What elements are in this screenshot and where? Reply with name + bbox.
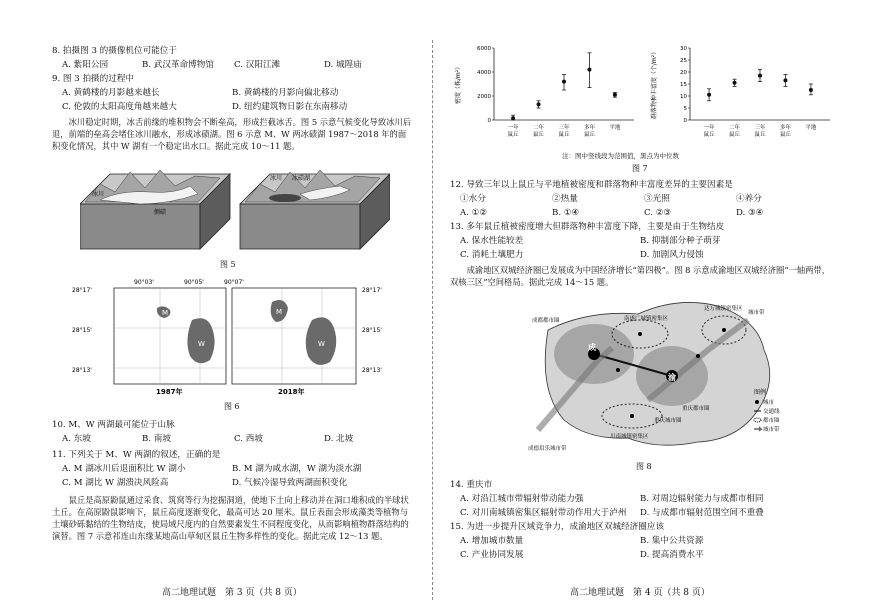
fig6-right-tick: 28°13' <box>362 367 382 374</box>
x-tick-label: 平地 <box>805 125 817 131</box>
fig6-right-tick: 28°15' <box>362 327 382 334</box>
median-point <box>783 78 787 82</box>
fig6-top-tick: 90°03' <box>134 279 154 286</box>
fig8-label: 重庆都市圈 <box>682 406 710 412</box>
question-10-options <box>62 434 353 445</box>
option[interactable]: C. ②③ <box>644 208 672 218</box>
option[interactable]: B. M 湖为咸水湖，W 湖为淡水湖 <box>232 464 362 474</box>
median-point <box>511 116 515 120</box>
right-page <box>450 0 835 606</box>
page-divider <box>432 40 433 600</box>
question-8-options <box>62 60 362 71</box>
question-15-stem: 15. 为进一步提升区域竞争力，成渝地区双城经济圈应该 <box>450 522 665 532</box>
y-tick-label: 4000 <box>477 70 491 76</box>
item: ④养分 <box>736 194 762 204</box>
option[interactable]: C. 消耗土壤肥力 <box>460 250 524 260</box>
figure-7-note: 注：图中竖线段为范围值，黑点为中位数 <box>562 152 679 160</box>
median-point <box>587 68 591 72</box>
x-tick-label: 鼠丘 <box>583 132 595 138</box>
x-tick-label: 鼠丘 <box>533 132 545 138</box>
fig8-label: 达万城镇密集区 <box>704 306 743 312</box>
option[interactable]: B. 武汉革命博物馆 <box>142 60 214 70</box>
fig8-city-chengdu: 成 <box>588 343 596 352</box>
y-tick-label: 6000 <box>477 46 491 52</box>
fig6-left-tick: 28°17' <box>72 287 92 294</box>
option[interactable]: C. M 湖比 W 湖溃决风险高 <box>62 478 169 488</box>
option[interactable]: C. 伦敦的太阳高度角越来越大 <box>62 102 177 112</box>
y-tick-label: 0 <box>683 118 687 124</box>
fig8-legend-item: 都市圈 <box>763 418 780 424</box>
y-tick-label: 0 <box>487 118 491 124</box>
figure-6-caption: 图 6 <box>224 402 240 411</box>
option[interactable]: B. ①④ <box>552 208 580 218</box>
median-point <box>707 93 711 97</box>
option[interactable]: C. 汉阳江滩 <box>234 60 281 70</box>
option[interactable]: D. 纽约建筑物日影在东南移动 <box>232 102 348 112</box>
fig6-lake-w-1987: W <box>198 340 205 348</box>
fig8-label: 川南城镇密集区 <box>610 434 649 440</box>
fig6-left-tick: 28°13' <box>72 367 92 374</box>
item: ②热量 <box>552 194 578 204</box>
intro-paragraph-14-15: 成渝地区双城经济圈已发展成为中国经济增长“第四极”。图 8 示意成渝地区双城经济圈“一轴两带，双核三区”空间格局。据此完成 14～15 题。 <box>450 265 831 288</box>
question-11-options-row2 <box>62 478 347 489</box>
question-12-options <box>460 208 763 219</box>
median-point <box>562 80 566 84</box>
option[interactable]: A. 黄鹤楼的月影越来越长 <box>62 88 160 98</box>
fig6-lake-m-2018: M <box>276 308 283 316</box>
x-tick-label: 一年 <box>507 125 519 131</box>
option[interactable]: C. 西坡 <box>234 434 263 444</box>
option[interactable]: C. 对川南城镇密集区辐射带动作用大于泸州 <box>460 508 627 518</box>
option[interactable]: A. ①② <box>460 208 488 218</box>
fig8-legend <box>754 388 780 433</box>
x-tick-label: 鼠丘 <box>558 132 570 138</box>
y-tick-label: 2000 <box>477 94 491 100</box>
question-14-stem: 14. 重庆市 <box>450 480 493 490</box>
fig6-year-1987: 1987年 <box>156 388 183 396</box>
option[interactable]: D. ③④ <box>736 208 764 218</box>
intro-paragraph-12-13: 鼠丘是高原鼢鼠通过采食、筑窝等行为挖掘洞道，使地下土向上移动并在洞口堆积成的半球状土丘。在高原鼢鼠影响下，鼠丘高度逐渐变化，最高可达 20 厘米。鼠丘表面会形成藻类等植物与土壤砂砾黏结的生物结皮，使局域尺度内的自然要素发生不同程度变化，从而影响植物群落结构的演替。图 7 示意祁连山东缘某地高山草甸区鼠丘生物多样性的变化。据此完成 12～13 题。 <box>52 495 409 542</box>
item: ③光照 <box>644 194 670 204</box>
option[interactable]: A. 东坡 <box>62 434 91 444</box>
x-tick-label: 二年 <box>729 125 741 131</box>
x-tick-label: 鼠丘 <box>703 132 715 138</box>
figure-8-caption: 图 8 <box>636 462 652 471</box>
fig8-legend-item: 交通线 <box>763 409 780 415</box>
question-13-options-row1 <box>460 236 721 247</box>
x-tick-label: 一年 <box>703 125 715 131</box>
question-13-stem: 13. 多年鼠丘植被密度增大但群落物种丰富度下降，主要是由于生物结皮 <box>450 222 725 232</box>
fig8-label: 城市带 <box>748 310 765 316</box>
x-tick-label: 多年 <box>779 125 791 131</box>
option[interactable]: D. 城隍庙 <box>324 60 362 70</box>
question-11-options-row1 <box>62 464 361 475</box>
y-tick-label: 15 <box>680 82 687 88</box>
fig5-label-glacier: 冰川 <box>92 191 105 198</box>
option[interactable]: A. 对沿江城市带辐射带动能力强 <box>460 494 584 504</box>
question-15-options-row2 <box>460 550 704 561</box>
median-point <box>613 93 617 97</box>
option[interactable]: B. 对周边辐射能力与成都市相同 <box>640 494 764 504</box>
question-14-options-row1 <box>460 494 764 505</box>
fig5-label-moraine: 侧碛 <box>154 209 167 216</box>
option[interactable]: D. 与成都市辐射范围空间不重叠 <box>640 508 764 518</box>
question-14-options-row2 <box>460 508 764 519</box>
fig8-label: 重庆城市圈 <box>654 418 682 424</box>
figure-6 <box>72 276 402 398</box>
fig8-legend-item: 城市带 <box>763 427 780 433</box>
intro-paragraph-10-11: 冰川稳定时期，冰舌前缘的堆积物会不断垒高，形成拦截冰舌。图 5 示意气候变化导致冰川后退，前端的垒高会堵住冰川融水，形成冰碛湖。图 6 示意 M、W 两冰碛湖 1987～2018 年的面积变化情况，其中 W 湖有一个稳定出水口。据此完成 10～11 题。 <box>52 117 412 152</box>
figure-5-caption: 图 5 <box>220 260 236 269</box>
question-12-items <box>460 194 762 205</box>
option[interactable]: A. 增加城市数量 <box>460 536 524 546</box>
question-13-options-row2 <box>460 250 704 261</box>
median-point <box>809 88 813 92</box>
figure-7-richness-chart <box>646 40 836 152</box>
option[interactable]: D. 北坡 <box>324 434 354 444</box>
fig5-label-glacier-2: 冰川 <box>270 175 283 182</box>
option[interactable]: D. 加剧风力侵蚀 <box>640 250 704 260</box>
y-tick-label: 20 <box>680 70 687 76</box>
y-tick-label: 5 <box>683 106 687 112</box>
question-9-options-row2 <box>62 102 347 113</box>
figure-7-caption: 图 7 <box>632 164 648 173</box>
fig6-top-tick: 90°07' <box>224 279 244 286</box>
fig8-legend-title: 图例 <box>754 389 767 396</box>
x-tick-label: 二年 <box>533 125 545 131</box>
question-10-stem: 10. M、W 两湖最可能位于山脉 <box>52 420 175 430</box>
fig8-label: 南遂广城镇密集区 <box>624 316 669 322</box>
x-tick-label: 三年 <box>558 125 570 131</box>
option[interactable]: B. 黄鹤楼的月影向偏北移动 <box>232 88 339 98</box>
x-tick-label: 多年 <box>583 125 595 131</box>
question-12-stem: 12. 导致三年以上鼠丘与平地植被密度和群落物种丰富度差异的主要因素是 <box>450 180 733 190</box>
fig6-left-tick: 28°15' <box>72 327 92 334</box>
y-axis-label: 群落物种丰富度（个/m²） <box>651 48 658 120</box>
x-tick-label: 平地 <box>609 125 621 131</box>
fig6-right-tick: 28°17' <box>362 287 382 294</box>
fig8-label: 成德眉乐城市带 <box>528 446 567 452</box>
y-tick-label: 30 <box>680 46 687 52</box>
option[interactable]: A. M 湖冰川后退面积比 W 湖小 <box>62 464 186 474</box>
x-tick-label: 三年 <box>754 125 766 131</box>
option[interactable]: B. 抑制部分种子萌芽 <box>640 236 721 246</box>
option[interactable]: D. 气候冷湿导致两湖面积变化 <box>232 478 348 488</box>
x-tick-label: 鼠丘 <box>507 132 519 138</box>
fig6-lake-w-2018: W <box>318 340 325 348</box>
y-axis-label: 密度（株/m²） <box>455 63 462 105</box>
fig8-legend-item: 城市 <box>763 400 775 406</box>
x-tick-label: 鼠丘 <box>729 132 741 138</box>
question-11-stem: 11. 下列关于 M、W 两湖的叙述，正确的是 <box>52 450 221 460</box>
item: ①水分 <box>460 194 486 204</box>
median-point <box>733 81 737 85</box>
y-tick-label: 25 <box>680 58 687 64</box>
right-page-footer: 高二地理试题 第 4 页（共 8 页） <box>570 588 710 599</box>
left-page <box>52 0 414 606</box>
figure-5 <box>80 164 390 258</box>
question-8-stem: 8. 拍摄图 3 的摄像机位可能位于 <box>52 46 177 56</box>
x-tick-label: 鼠丘 <box>779 132 791 138</box>
figure-7-density-chart <box>450 40 640 152</box>
option[interactable]: D. 提高消费水平 <box>640 550 704 560</box>
x-tick-label: 鼠丘 <box>754 132 766 138</box>
option[interactable]: B. 南坡 <box>142 434 171 444</box>
fig8-city-chongqing: 渝 <box>668 373 676 382</box>
median-point <box>758 74 762 78</box>
option[interactable]: A. 保水性能较差 <box>460 236 524 246</box>
option[interactable]: B. 集中公共资源 <box>640 536 704 546</box>
question-9-options-row1 <box>62 88 338 99</box>
fig6-top-tick: 90°05' <box>184 279 204 286</box>
option[interactable]: A. 紫阳公园 <box>62 60 109 70</box>
median-point <box>537 102 541 106</box>
left-page-footer: 高二地理试题 第 3 页（共 8 页） <box>162 588 302 599</box>
fig8-label: 成都都市圈 <box>532 318 560 324</box>
y-tick-label: 10 <box>680 94 687 100</box>
fig6-year-2018: 2018年 <box>278 388 305 396</box>
figure-8-map <box>528 290 788 454</box>
question-9-stem: 9. 图 3 拍摄的过程中 <box>52 74 135 84</box>
fig5-label-lake: 冰碛湖 <box>292 175 311 182</box>
fig6-lake-m-1987: M <box>162 309 169 317</box>
option[interactable]: C. 产业协同发展 <box>460 550 524 560</box>
question-15-options-row1 <box>460 536 703 547</box>
